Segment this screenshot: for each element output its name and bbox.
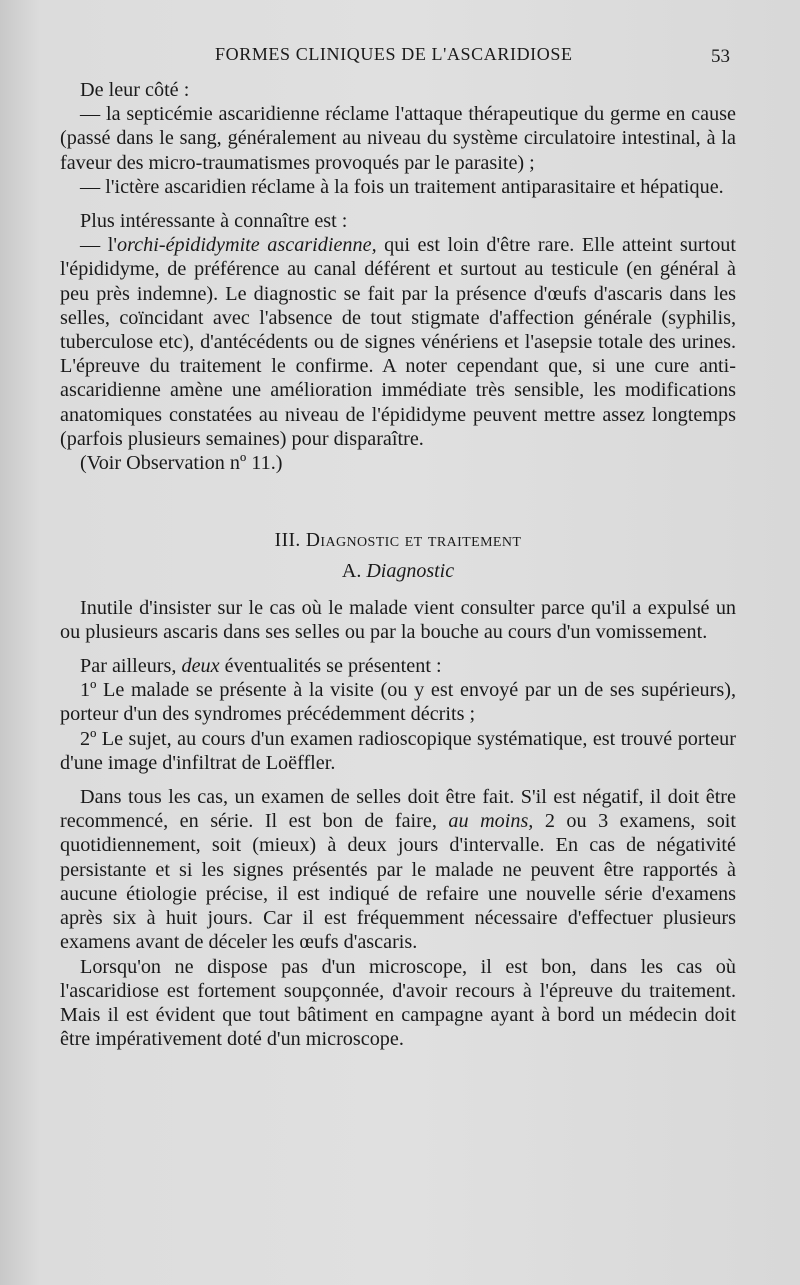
subsection-heading — [60, 559, 736, 583]
paragraph: (Voir Observation nº 11.) — [80, 452, 283, 475]
section-number: III. — [274, 530, 301, 552]
paragraph: 1º Le malade se présente à la visite (ou y est envoyé par un de ses supérieurs), porteur d'un des syndromes précédemment décrits ; — [60, 679, 736, 726]
italic-term: au moins, — [448, 810, 534, 833]
text-span: éventualités se présentent : — [219, 655, 442, 678]
text-span: — l' — [80, 234, 117, 257]
paragraph: Plus intéressante à connaître est : — [80, 210, 348, 233]
running-title: FORMES CLINIQUES DE L'ASCARIDIOSE — [215, 44, 573, 64]
section-title: Diagnostic et traitement — [305, 530, 522, 552]
subsection-title: Diagnostic — [366, 560, 455, 583]
italic-term: orchi-épididymite ascaridienne, — [116, 234, 377, 257]
text-span: 2 ou 3 examens, soit quotidiennement, soit (mieux) à deux jours d'intervalle. En cas de négativité persistante et si les signes présentés par le malade ne peuvent être rapportés à aucune étiologie précise, il est indiqué de refaire une nouvelle série d'examens après six à huit jours. Car il est fréquemment nécessaire d'effectuer plusieurs examens avant de déceler les œufs d'ascaris. — [60, 810, 737, 954]
paragraph: 2º Le sujet, au cours d'un examen radioscopique systématique, est trouvé porteur d'une image d'infiltrat de Loëffler. — [60, 727, 736, 774]
italic-term: deux — [181, 655, 220, 678]
text-span: Par ailleurs, — [80, 655, 182, 678]
body-text — [60, 78, 736, 1051]
paragraph — [60, 654, 736, 678]
paragraph: Lorsqu'on ne dispose pas d'un microscope, il est bon, dans les cas où l'ascaridiose est fortement soupçonnée, d'avoir recours à l'épreuve du traitement. Mais il est évident que tout bâtiment en campagne ayant à bord un médecin doit être impérativement doté d'un microscope. — [60, 955, 736, 1051]
paragraph: — la septicémie ascaridienne réclame l'attaque thérapeutique du germe en cause (passé dans le sang, généralement au niveau du système circulatoire intestinal, à la faveur des micro-traumatismes provoqués par le parasite) ; — [60, 103, 736, 174]
text-span: Dans tous les cas, un examen de selles doit être fait. S'il est négatif, il doit être recommencé, en série. Il est bon de faire, — [60, 786, 736, 833]
text-span: qui est loin d'être rare. Elle atteint surtout l'épididyme, de préférence au canal déférent et surtout au testicule (en général à peu près indemne). Le diagnostic se fait par la présence d'œufs d'ascaris dans les selles, coïncidant avec l'absence de tout stigmate d'affection générale (syphilis, tuberculose etc), d'antécédents ou de signes vénériens et l'asepsie totale des urines. L'épreuve du traitement le confirme. A noter cependant que, si une cure anti-ascaridienne amène une amélioration immédiate très sensible, les modifications anatomiques constatées au niveau de l'épididyme peuvent mettre assez longtemps (parfois plusieurs semaines) pour disparaître. — [60, 234, 737, 450]
paragraph: Inutile d'insister sur le cas où le malade vient consulter parce qu'il a expulsé un ou plusieurs ascaris dans ses selles ou par la bouche au cours d'un vomissement. — [60, 596, 736, 643]
paragraph: De leur côté : — [80, 79, 190, 101]
subsection-letter: A. — [341, 560, 362, 583]
section-heading — [60, 529, 736, 553]
paragraph — [60, 233, 736, 451]
paragraph — [60, 785, 736, 954]
paragraph: — l'ictère ascaridien réclame à la fois un traitement antiparasitaire et hépatique. — [80, 175, 724, 198]
page-number: 53 — [711, 46, 730, 67]
